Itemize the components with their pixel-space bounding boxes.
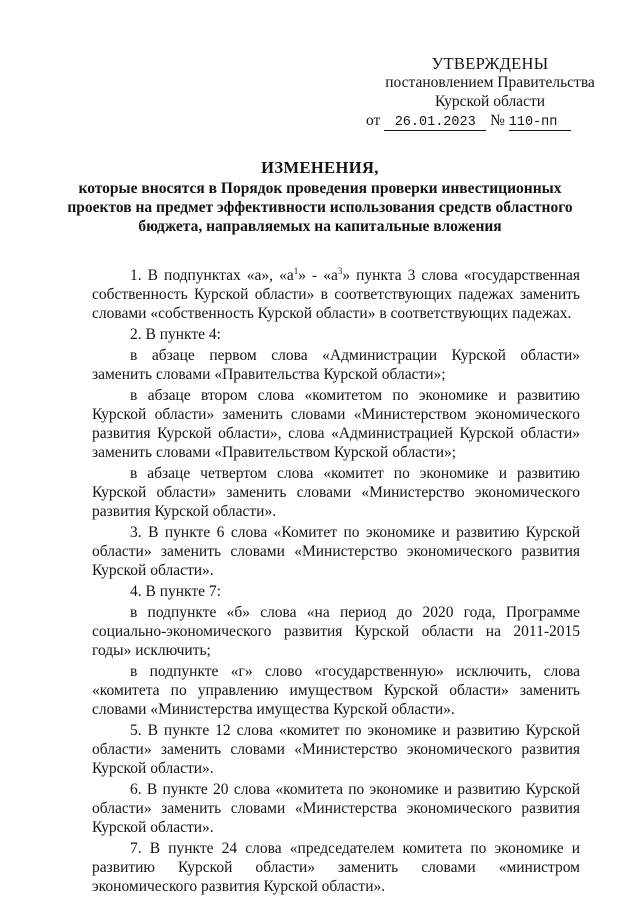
item-1-part-a: 1. В подпунктах «а», «а [130,267,294,284]
number-prefix: № [490,112,505,129]
approval-date-line [360,111,620,131]
approval-heading: УТВЕРЖДЕНЫ [431,54,549,73]
item-1-sup-1: 1 [293,265,299,276]
item-1-part-c: » пункта 3 слова «государственная собственность Курской области» в соответствующих падежах заменить словами «собственность Курской области» в соответствующих падежах. [92,267,580,322]
document-body [92,266,580,896]
item-5: 5. В пункте 12 слова «комитет по экономике и развитию Курской области» заменить словами «Министерство экономического развития Курской области». [92,722,580,777]
date-prefix: от [366,112,381,129]
item-7: 7. В пункте 24 слова «председателем комитета по экономике и развитию Курской области» заменить словами «министром экономического развития Курской области». [92,840,580,895]
approval-stamp [360,54,620,131]
approval-line-2: Курской области [434,93,546,110]
title-subtitle: которые вносятся в Порядок проведения проверки инвестиционных проектов на предмет эффективности использования средств областного бюджета, направляемых на капитальные вложения [67,180,573,235]
date-field [384,113,486,131]
item-4: 4. В пункте 7: [130,583,221,600]
number-field [509,113,571,131]
item-4-para-2: в подпункте «г» слово «государственную» исключить, слова «комитета по управлению имуществом Курской области» заменить словами «Министерства имущества Курской области». [92,663,580,718]
approval-date: 26.01.2023 [394,115,476,130]
item-3: 3. В пункте 6 слова «Комитет по экономике и развитию Курской области» заменить словами «Министерство экономического развития Курской области». [92,524,580,579]
item-1-part-b: » - «а [298,267,338,284]
item-2: 2. В пункте 4: [130,326,221,343]
title-main: ИЗМЕНЕНИЯ, [261,158,379,177]
document-title [60,158,580,236]
item-2-para-1: в абзаце первом слова «Администрации Курской области» заменить словами «Правительства Курской области»; [92,347,580,383]
approval-number: 110-пп [508,115,558,130]
item-1 [92,266,580,323]
item-1-sup-2: 3 [337,265,343,276]
approval-line-1: постановлением Правительства [385,74,595,91]
item-2-para-3: в абзаце четвертом слова «комитет по экономике и развитию Курской области» заменить словами «Министерство экономического развития Курской области». [92,465,580,520]
item-4-para-1: в подпункте «б» слова «на период до 2020 года, Программе социально-экономического развития Курской области на 2011-2015 годы» исключить; [92,604,580,659]
item-6: 6. В пункте 20 слова «комитета по экономике и развитию Курской области» заменить словами «Министерства экономического развития Курской области». [92,781,580,836]
item-2-para-2: в абзаце втором слова «комитетом по экономике и развитию Курской области» заменить словами «Министерством экономического развития Курской области», слова «Администрацией Курской области» заменить словами «Правительством Курской области»; [92,387,580,461]
